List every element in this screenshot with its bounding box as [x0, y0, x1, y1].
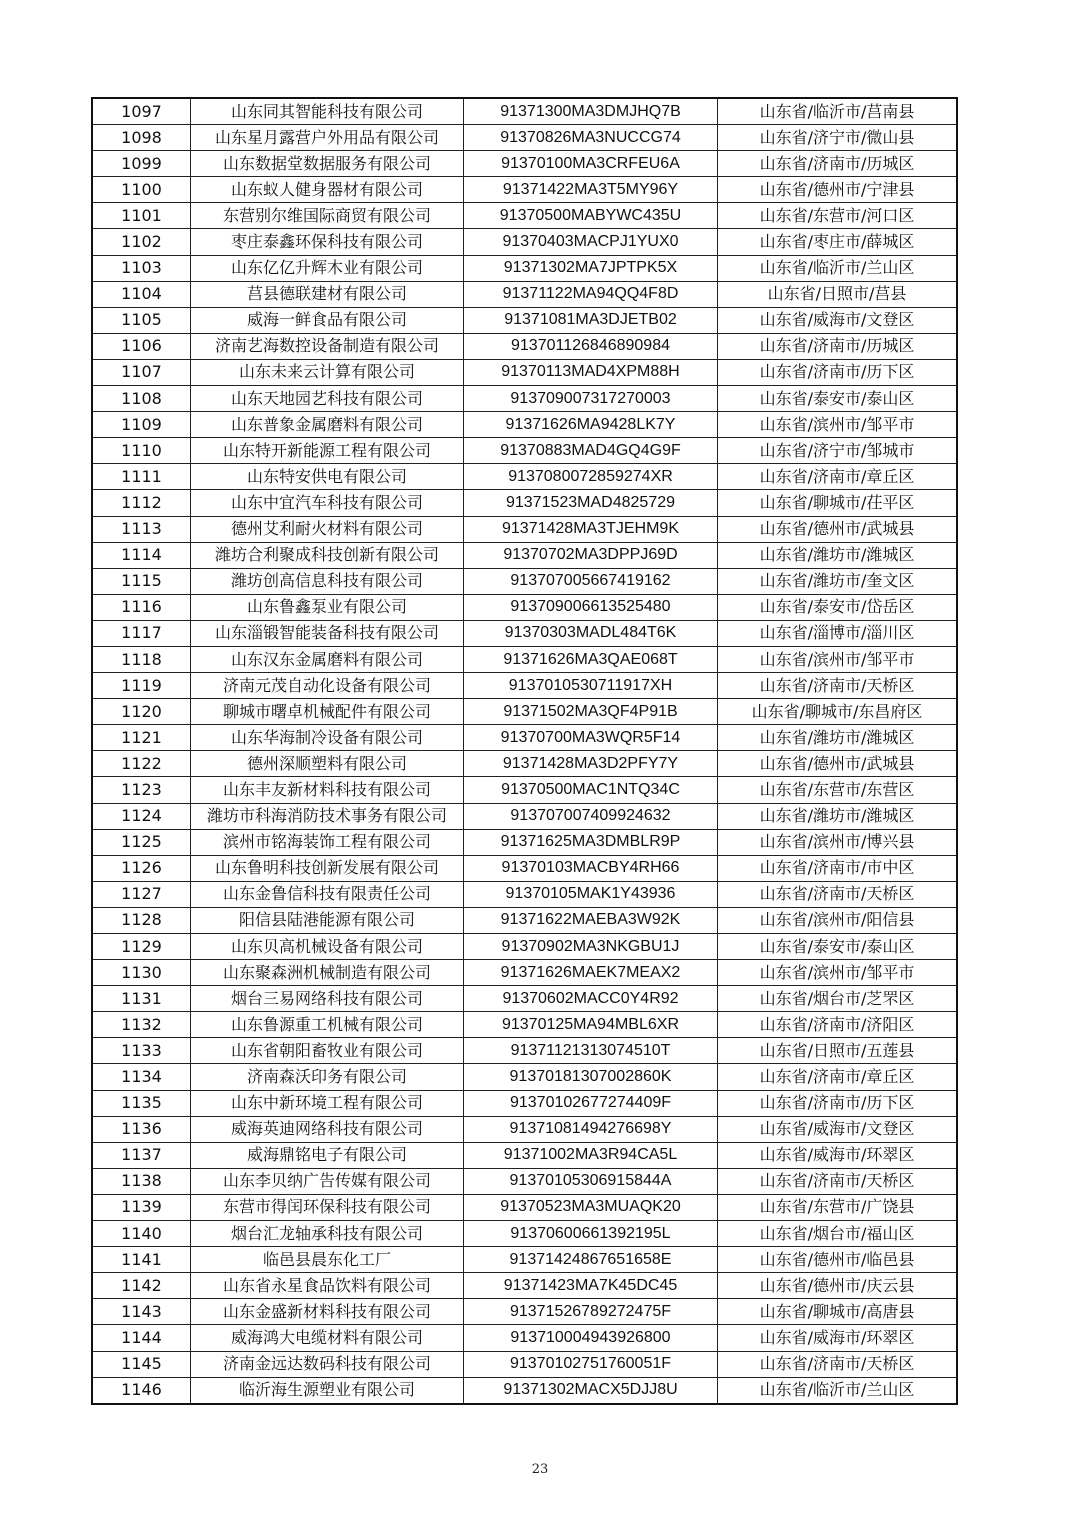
credit-code-cell: 91371622MAEBA3W92K — [464, 907, 718, 933]
region-cell: 山东省/济宁市/邹城市 — [718, 438, 958, 464]
credit-code-cell: 91370826MA3NUCCG74 — [464, 125, 718, 151]
company-name-cell: 东营市得闰环保科技有限公司 — [191, 1194, 464, 1220]
region-cell: 山东省/德州市/庆云县 — [718, 1273, 958, 1299]
region-cell: 山东省/济南市/章丘区 — [718, 1064, 958, 1090]
company-name-cell: 山东亿亿升辉木业有限公司 — [191, 255, 464, 281]
company-name-cell: 威海鼎铭电子有限公司 — [191, 1142, 464, 1168]
table-row — [92, 568, 957, 594]
table-row — [92, 542, 957, 568]
row-number-cell: 1123 — [92, 777, 191, 803]
region-cell: 山东省/济南市/天桥区 — [718, 673, 958, 699]
region-cell: 山东省/枣庄市/薛城区 — [718, 229, 958, 255]
region-cell: 山东省/淄博市/淄川区 — [718, 620, 958, 646]
credit-code-cell: 913710004943926800 — [464, 1325, 718, 1351]
row-number-cell: 1115 — [92, 568, 191, 594]
row-number-cell: 1142 — [92, 1273, 191, 1299]
row-number-cell: 1101 — [92, 203, 191, 229]
region-cell: 山东省/临沂市/莒南县 — [718, 98, 958, 125]
row-number-cell: 1130 — [92, 960, 191, 986]
region-cell: 山东省/滨州市/邹平市 — [718, 646, 958, 672]
credit-code-cell: 913709006613525480 — [464, 594, 718, 620]
region-cell: 山东省/德州市/临邑县 — [718, 1247, 958, 1273]
region-cell: 山东省/日照市/莒县 — [718, 281, 958, 307]
credit-code-cell: 91371428MA3TJEHM9K — [464, 516, 718, 542]
company-name-cell: 枣庄泰鑫环保科技有限公司 — [191, 229, 464, 255]
row-number-cell: 1121 — [92, 725, 191, 751]
row-number-cell: 1134 — [92, 1064, 191, 1090]
credit-code-cell: 91371121313074510T — [464, 1038, 718, 1064]
company-name-cell: 东营别尔维国际商贸有限公司 — [191, 203, 464, 229]
table-row — [92, 725, 957, 751]
table-row — [92, 594, 957, 620]
company-name-cell: 阳信县陆港能源有限公司 — [191, 907, 464, 933]
region-cell: 山东省/泰安市/泰山区 — [718, 934, 958, 960]
table-row — [92, 151, 957, 177]
company-name-cell: 德州深顺塑料有限公司 — [191, 751, 464, 777]
region-cell: 山东省/潍坊市/潍城区 — [718, 725, 958, 751]
company-name-cell: 临沂海生源塑业有限公司 — [191, 1377, 464, 1404]
credit-code-cell: 913707007409924632 — [464, 803, 718, 829]
table-row — [92, 125, 957, 151]
company-name-cell: 威海英迪网络科技有限公司 — [191, 1116, 464, 1142]
company-name-cell: 聊城市曙卓机械配件有限公司 — [191, 699, 464, 725]
company-name-cell: 山东星月露营户外用品有限公司 — [191, 125, 464, 151]
row-number-cell: 1131 — [92, 986, 191, 1012]
row-number-cell: 1139 — [92, 1194, 191, 1220]
credit-code-cell: 91370500MAC1NTQ34C — [464, 777, 718, 803]
row-number-cell: 1102 — [92, 229, 191, 255]
table-row — [92, 777, 957, 803]
table-row — [92, 1299, 957, 1325]
row-number-cell: 1099 — [92, 151, 191, 177]
region-cell: 山东省/威海市/文登区 — [718, 1116, 958, 1142]
row-number-cell: 1140 — [92, 1221, 191, 1247]
company-name-cell: 潍坊市科海消防技术事务有限公司 — [191, 803, 464, 829]
table-row — [92, 229, 957, 255]
table-row — [92, 1351, 957, 1377]
region-cell: 山东省/烟台市/福山区 — [718, 1221, 958, 1247]
table-row — [92, 855, 957, 881]
company-name-cell: 山东中宜汽车科技有限公司 — [191, 490, 464, 516]
company-name-cell: 山东李贝纳广告传媒有限公司 — [191, 1168, 464, 1194]
region-cell: 山东省/滨州市/邹平市 — [718, 412, 958, 438]
table-row — [92, 516, 957, 542]
row-number-cell: 1108 — [92, 386, 191, 412]
credit-code-cell: 91371302MA7JPTPK5X — [464, 255, 718, 281]
credit-code-cell: 91371081494276698Y — [464, 1116, 718, 1142]
company-name-cell: 山东同其智能科技有限公司 — [191, 98, 464, 125]
company-name-cell: 山东丰友新材料科技有限公司 — [191, 777, 464, 803]
region-cell: 山东省/滨州市/邹平市 — [718, 960, 958, 986]
credit-code-cell: 91370602MACC0Y4R92 — [464, 986, 718, 1012]
credit-code-cell: 91371081MA3DJETB02 — [464, 307, 718, 333]
region-cell: 山东省/日照市/五莲县 — [718, 1038, 958, 1064]
row-number-cell: 1124 — [92, 803, 191, 829]
table-row — [92, 1377, 957, 1404]
company-name-cell: 山东聚森洲机械制造有限公司 — [191, 960, 464, 986]
region-cell: 山东省/东营市/东营区 — [718, 777, 958, 803]
table-row — [92, 986, 957, 1012]
credit-code-cell: 91371423MA7K45DC45 — [464, 1273, 718, 1299]
company-name-cell: 济南元茂自动化设备有限公司 — [191, 673, 464, 699]
company-name-cell: 德州艾利耐火材料有限公司 — [191, 516, 464, 542]
row-number-cell: 1144 — [92, 1325, 191, 1351]
region-cell: 山东省/济南市/济阳区 — [718, 1012, 958, 1038]
region-cell: 山东省/临沂市/兰山区 — [718, 255, 958, 281]
region-cell: 山东省/潍坊市/奎文区 — [718, 568, 958, 594]
row-number-cell: 1100 — [92, 177, 191, 203]
table-row — [92, 1168, 957, 1194]
company-name-cell: 威海一鲜食品有限公司 — [191, 307, 464, 333]
company-name-cell: 山东鲁鑫泵业有限公司 — [191, 594, 464, 620]
row-number-cell: 1119 — [92, 673, 191, 699]
region-cell: 山东省/东营市/广饶县 — [718, 1194, 958, 1220]
company-name-cell: 山东省永星食品饮料有限公司 — [191, 1273, 464, 1299]
row-number-cell: 1129 — [92, 934, 191, 960]
company-name-cell: 山东特开新能源工程有限公司 — [191, 438, 464, 464]
row-number-cell: 1116 — [92, 594, 191, 620]
credit-code-cell: 91371626MA3QAE068T — [464, 646, 718, 672]
row-number-cell: 1122 — [92, 751, 191, 777]
region-cell: 山东省/济南市/天桥区 — [718, 881, 958, 907]
credit-code-cell: 91371422MA3T5MY96Y — [464, 177, 718, 203]
row-number-cell: 1132 — [92, 1012, 191, 1038]
table-row — [92, 412, 957, 438]
company-name-cell: 山东普象金属磨料有限公司 — [191, 412, 464, 438]
company-name-cell: 山东天地园艺科技有限公司 — [191, 386, 464, 412]
credit-code-cell: 91370303MADL484T6K — [464, 620, 718, 646]
row-number-cell: 1145 — [92, 1351, 191, 1377]
credit-code-cell: 91370600661392195L — [464, 1221, 718, 1247]
table-row — [92, 751, 957, 777]
company-name-cell: 潍坊合利聚成科技创新有限公司 — [191, 542, 464, 568]
credit-code-cell: 91370100MA3CRFEU6A — [464, 151, 718, 177]
table-row — [92, 177, 957, 203]
credit-code-cell: 91370105306915844A — [464, 1168, 718, 1194]
company-name-cell: 山东贝高机械设备有限公司 — [191, 934, 464, 960]
region-cell: 山东省/威海市/环翠区 — [718, 1325, 958, 1351]
region-cell: 山东省/聊城市/东昌府区 — [718, 699, 958, 725]
region-cell: 山东省/烟台市/芝罘区 — [718, 986, 958, 1012]
credit-code-cell: 91371626MA9428LK7Y — [464, 412, 718, 438]
credit-code-cell: 91370700MA3WQR5F14 — [464, 725, 718, 751]
credit-code-cell: 91370102751760051F — [464, 1351, 718, 1377]
table-row — [92, 438, 957, 464]
region-cell: 山东省/滨州市/阳信县 — [718, 907, 958, 933]
row-number-cell: 1120 — [92, 699, 191, 725]
credit-code-cell: 91370181307002860K — [464, 1064, 718, 1090]
table-row — [92, 907, 957, 933]
credit-code-cell: 91370883MAD4GQ4G9F — [464, 438, 718, 464]
region-cell: 山东省/德州市/武城县 — [718, 516, 958, 542]
company-name-cell: 山东数据堂数据服务有限公司 — [191, 151, 464, 177]
region-cell: 山东省/威海市/环翠区 — [718, 1142, 958, 1168]
region-cell: 山东省/济南市/章丘区 — [718, 464, 958, 490]
region-cell: 山东省/潍坊市/潍城区 — [718, 542, 958, 568]
row-number-cell: 1104 — [92, 281, 191, 307]
company-name-cell: 山东华海制冷设备有限公司 — [191, 725, 464, 751]
credit-code-cell: 91370113MAD4XPM88H — [464, 359, 718, 385]
credit-code-cell: 91371625MA3DMBLR9P — [464, 829, 718, 855]
credit-code-cell: 913709007317270003 — [464, 386, 718, 412]
region-cell: 山东省/济南市/历下区 — [718, 359, 958, 385]
company-name-cell: 山东淄锻智能装备科技有限公司 — [191, 620, 464, 646]
row-number-cell: 1138 — [92, 1168, 191, 1194]
company-name-cell: 山东汉东金属磨料有限公司 — [191, 646, 464, 672]
credit-code-cell: 91370500MABYWC435U — [464, 203, 718, 229]
row-number-cell: 1137 — [92, 1142, 191, 1168]
credit-code-cell: 91370702MA3DPPJ69D — [464, 542, 718, 568]
credit-code-cell: 91371428MA3D2PFY7Y — [464, 751, 718, 777]
region-cell: 山东省/济南市/历城区 — [718, 333, 958, 359]
region-cell: 山东省/济南市/天桥区 — [718, 1168, 958, 1194]
table-row — [92, 255, 957, 281]
region-cell: 山东省/济南市/历城区 — [718, 151, 958, 177]
credit-code-cell: 91371122MA94QQ4F8D — [464, 281, 718, 307]
table-row — [92, 1038, 957, 1064]
company-registry-table — [91, 97, 958, 1405]
credit-code-cell: 91371626MAEK7MEAX2 — [464, 960, 718, 986]
table-row — [92, 333, 957, 359]
company-name-cell: 山东特安供电有限公司 — [191, 464, 464, 490]
row-number-cell: 1111 — [92, 464, 191, 490]
company-name-cell: 莒县德联建材有限公司 — [191, 281, 464, 307]
credit-code-cell: 91371302MACX5DJJ8U — [464, 1377, 718, 1404]
company-name-cell: 山东蚁人健身器材有限公司 — [191, 177, 464, 203]
row-number-cell: 1098 — [92, 125, 191, 151]
region-cell: 山东省/潍坊市/潍城区 — [718, 803, 958, 829]
row-number-cell: 1127 — [92, 881, 191, 907]
credit-code-cell: 91371424867651658E — [464, 1247, 718, 1273]
region-cell: 山东省/德州市/武城县 — [718, 751, 958, 777]
company-name-cell: 山东金鲁信科技有限责任公司 — [191, 881, 464, 907]
row-number-cell: 1141 — [92, 1247, 191, 1273]
company-name-cell: 山东省朝阳畜牧业有限公司 — [191, 1038, 464, 1064]
table-row — [92, 1142, 957, 1168]
region-cell: 山东省/德州市/宁津县 — [718, 177, 958, 203]
row-number-cell: 1136 — [92, 1116, 191, 1142]
row-number-cell: 1114 — [92, 542, 191, 568]
company-name-cell: 滨州市铭海装饰工程有限公司 — [191, 829, 464, 855]
table-row — [92, 881, 957, 907]
company-name-cell: 山东鲁源重工机械有限公司 — [191, 1012, 464, 1038]
region-cell: 山东省/聊城市/茌平区 — [718, 490, 958, 516]
region-cell: 山东省/威海市/文登区 — [718, 307, 958, 333]
region-cell: 山东省/济南市/市中区 — [718, 855, 958, 881]
table-row — [92, 673, 957, 699]
row-number-cell: 1143 — [92, 1299, 191, 1325]
region-cell: 山东省/临沂市/兰山区 — [718, 1377, 958, 1404]
table-row — [92, 281, 957, 307]
region-cell: 山东省/济南市/历下区 — [718, 1090, 958, 1116]
company-name-cell: 济南森沃印务有限公司 — [191, 1064, 464, 1090]
row-number-cell: 1097 — [92, 98, 191, 125]
credit-code-cell: 91370403MACPJ1YUX0 — [464, 229, 718, 255]
table-row — [92, 620, 957, 646]
table-row — [92, 1325, 957, 1351]
company-name-cell: 威海鸿大电缆材料有限公司 — [191, 1325, 464, 1351]
row-number-cell: 1128 — [92, 907, 191, 933]
row-number-cell: 1125 — [92, 829, 191, 855]
credit-code-cell: 91370902MA3NKGBU1J — [464, 934, 718, 960]
company-name-cell: 山东金盛新材料科技有限公司 — [191, 1299, 464, 1325]
registry-table-body — [92, 98, 957, 1404]
credit-code-cell: 91370523MA3MUAQK20 — [464, 1194, 718, 1220]
credit-code-cell: 9137080072859274XR — [464, 464, 718, 490]
table-row — [92, 1116, 957, 1142]
row-number-cell: 1105 — [92, 307, 191, 333]
region-cell: 山东省/东营市/河口区 — [718, 203, 958, 229]
table-row — [92, 359, 957, 385]
table-row — [92, 934, 957, 960]
credit-code-cell: 91371526789272475F — [464, 1299, 718, 1325]
credit-code-cell: 91370103MACBY4RH66 — [464, 855, 718, 881]
table-row — [92, 646, 957, 672]
row-number-cell: 1126 — [92, 855, 191, 881]
table-row — [92, 203, 957, 229]
table-row — [92, 1247, 957, 1273]
table-row — [92, 464, 957, 490]
region-cell: 山东省/聊城市/高唐县 — [718, 1299, 958, 1325]
credit-code-cell: 913701126846890984 — [464, 333, 718, 359]
region-cell: 山东省/泰安市/岱岳区 — [718, 594, 958, 620]
table-row — [92, 1064, 957, 1090]
credit-code-cell: 91370102677274409F — [464, 1090, 718, 1116]
credit-code-cell: 91370105MAK1Y43936 — [464, 881, 718, 907]
credit-code-cell: 913707005667419162 — [464, 568, 718, 594]
table-row — [92, 829, 957, 855]
row-number-cell: 1103 — [92, 255, 191, 281]
table-row — [92, 1221, 957, 1247]
company-name-cell: 山东鲁明科技创新发展有限公司 — [191, 855, 464, 881]
region-cell: 山东省/济南市/天桥区 — [718, 1351, 958, 1377]
company-name-cell: 济南金远达数码科技有限公司 — [191, 1351, 464, 1377]
credit-code-cell: 91370125MA94MBL6XR — [464, 1012, 718, 1038]
table-row — [92, 699, 957, 725]
table-row — [92, 960, 957, 986]
credit-code-cell: 91371523MAD4825729 — [464, 490, 718, 516]
company-name-cell: 山东中新环境工程有限公司 — [191, 1090, 464, 1116]
table-row — [92, 307, 957, 333]
row-number-cell: 1109 — [92, 412, 191, 438]
company-name-cell: 烟台三易网络科技有限公司 — [191, 986, 464, 1012]
credit-code-cell: 91371002MA3R94CA5L — [464, 1142, 718, 1168]
table-row — [92, 490, 957, 516]
table-row — [92, 1090, 957, 1116]
table-row — [92, 386, 957, 412]
page-number: 23 — [531, 1462, 549, 1477]
row-number-cell: 1110 — [92, 438, 191, 464]
row-number-cell: 1146 — [92, 1377, 191, 1404]
row-number-cell: 1133 — [92, 1038, 191, 1064]
company-name-cell: 临邑县晨东化工厂 — [191, 1247, 464, 1273]
credit-code-cell: 91371502MA3QF4P91B — [464, 699, 718, 725]
credit-code-cell: 91371300MA3DMJHQ7B — [464, 98, 718, 125]
row-number-cell: 1135 — [92, 1090, 191, 1116]
row-number-cell: 1112 — [92, 490, 191, 516]
region-cell: 山东省/泰安市/泰山区 — [718, 386, 958, 412]
table-row — [92, 1012, 957, 1038]
credit-code-cell: 9137010530711917XH — [464, 673, 718, 699]
region-cell: 山东省/济宁市/微山县 — [718, 125, 958, 151]
table-row — [92, 803, 957, 829]
company-name-cell: 济南艺海数控设备制造有限公司 — [191, 333, 464, 359]
row-number-cell: 1117 — [92, 620, 191, 646]
row-number-cell: 1118 — [92, 646, 191, 672]
table-row — [92, 1273, 957, 1299]
company-name-cell: 烟台汇龙轴承科技有限公司 — [191, 1221, 464, 1247]
row-number-cell: 1113 — [92, 516, 191, 542]
table-row — [92, 1194, 957, 1220]
company-name-cell: 潍坊创高信息科技有限公司 — [191, 568, 464, 594]
table-row — [92, 98, 957, 125]
region-cell: 山东省/滨州市/博兴县 — [718, 829, 958, 855]
row-number-cell: 1107 — [92, 359, 191, 385]
company-name-cell: 山东未来云计算有限公司 — [191, 359, 464, 385]
row-number-cell: 1106 — [92, 333, 191, 359]
